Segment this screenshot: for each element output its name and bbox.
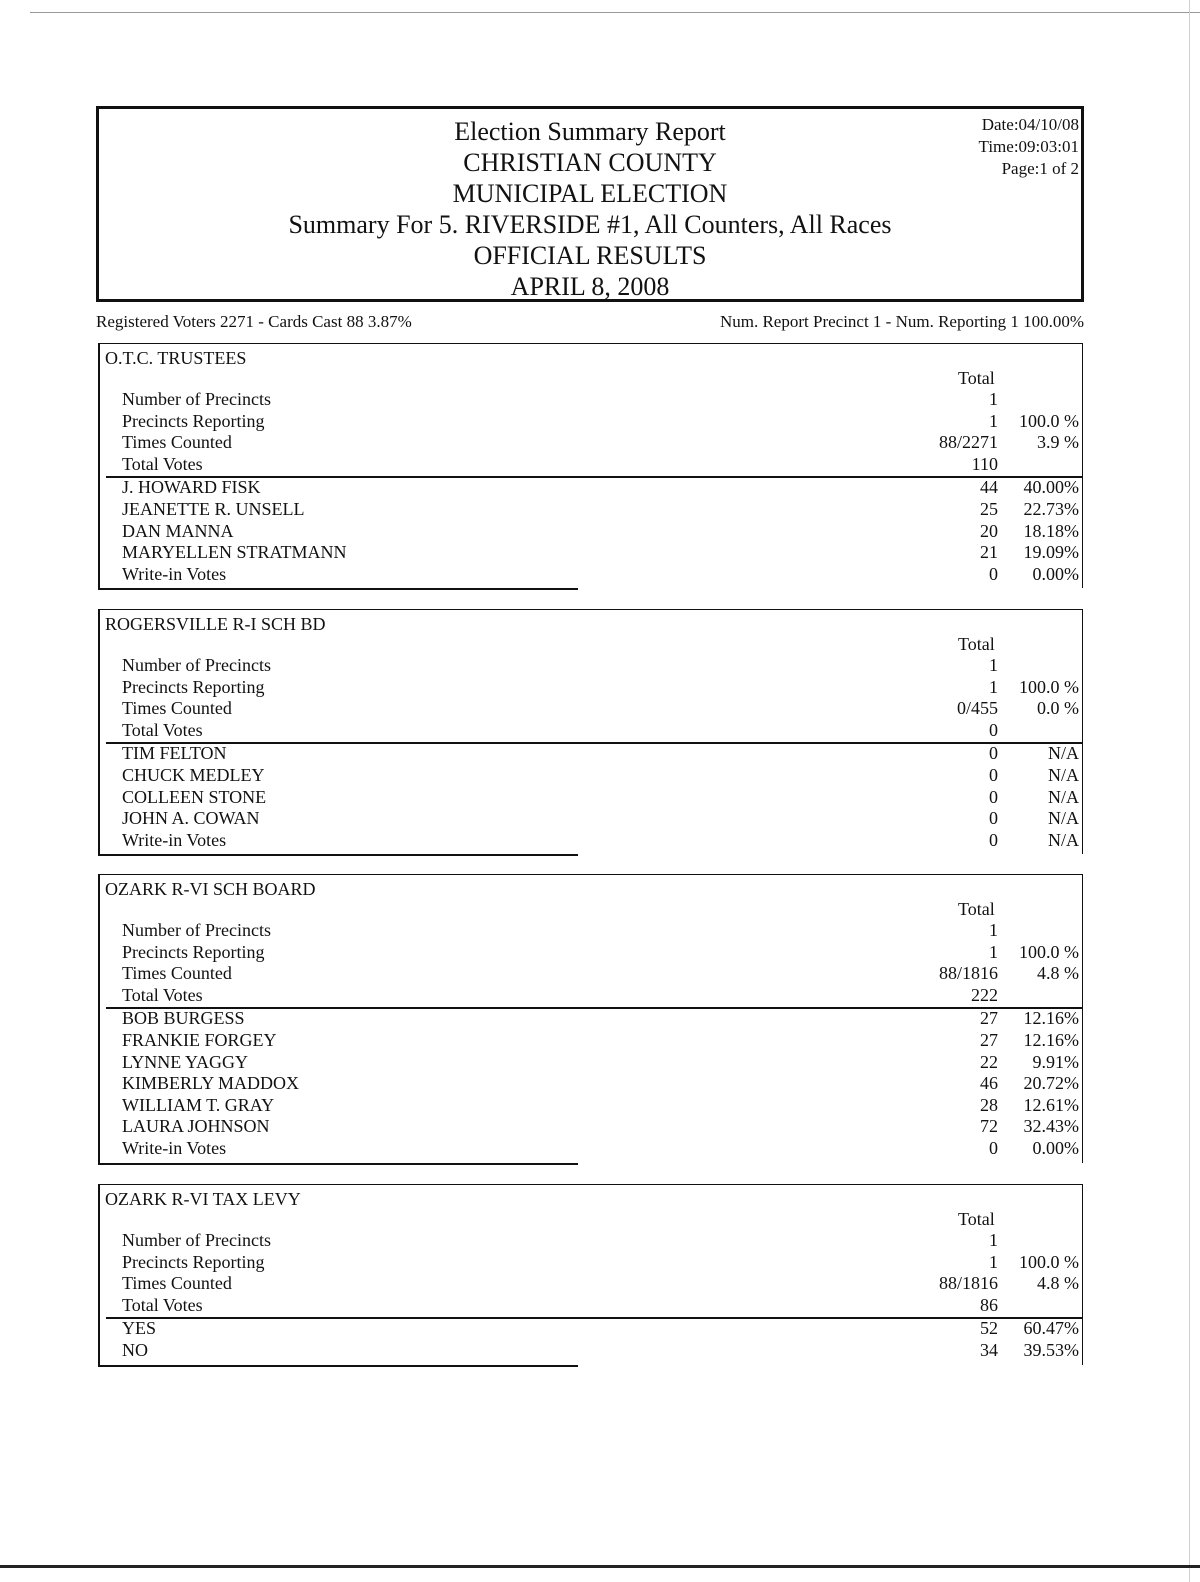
candidate-percent: N/A	[1048, 765, 1079, 785]
total-column-header: Total	[958, 899, 995, 919]
report-title-block	[99, 116, 1081, 302]
stat-row	[100, 655, 1082, 677]
stat-percent: 4.8 %	[1037, 1273, 1079, 1294]
stat-label: Times Counted	[122, 432, 232, 453]
candidate-percent: N/A	[1048, 743, 1079, 764]
total-column-header: Total	[958, 1209, 995, 1229]
scan-edge-top	[30, 12, 1200, 13]
election-name: MUNICIPAL ELECTION	[452, 179, 728, 208]
candidate-votes: 22	[980, 1051, 998, 1072]
candidate-name: CHUCK MEDLEY	[122, 765, 265, 785]
candidate-name: KIMBERLY MADDOX	[122, 1073, 300, 1094]
candidate-percent: 19.09%	[1023, 542, 1079, 563]
stat-row	[100, 920, 1082, 942]
stat-percent: 3.9 %	[1037, 432, 1079, 453]
candidate-percent: 39.53%	[1023, 1340, 1079, 1360]
stat-value: 1	[989, 941, 998, 962]
candidate-name: TIM FELTON	[122, 743, 227, 764]
summary-scope: Summary For 5. RIVERSIDE #1, All Counters, All Races	[288, 210, 892, 239]
stat-label: Number of Precincts	[122, 1230, 271, 1250]
candidate-row	[100, 1318, 1082, 1340]
stat-label: Times Counted	[122, 963, 232, 984]
candidate-percent: 12.61%	[1023, 1094, 1079, 1115]
candidate-row	[100, 1138, 1082, 1160]
candidate-row	[100, 765, 1082, 787]
stat-row	[100, 720, 1082, 742]
race-table	[98, 1184, 1083, 1365]
stat-label: Precincts Reporting	[122, 1251, 265, 1272]
candidate-name: J. HOWARD FISK	[122, 477, 261, 498]
stat-value: 1	[989, 389, 998, 409]
stat-value: 1	[989, 410, 998, 431]
candidate-row	[100, 1052, 1082, 1074]
candidate-votes: 0	[989, 563, 998, 584]
scan-edge-bottom	[0, 1565, 1200, 1568]
candidate-row	[100, 1008, 1082, 1030]
candidate-votes: 20	[980, 520, 998, 541]
stat-value: 86	[980, 1294, 998, 1315]
precinct-reporting-summary: Num. Report Precinct 1 - Num. Reporting 1 100.00%	[719, 312, 1084, 331]
stat-row	[100, 411, 1082, 433]
candidate-row	[100, 521, 1082, 543]
candidate-percent: 22.73%	[1023, 499, 1079, 519]
stat-row	[100, 389, 1082, 411]
candidate-name: BOB BURGESS	[122, 1008, 245, 1029]
race-table	[98, 609, 1083, 854]
candidate-percent: 18.18%	[1023, 520, 1079, 541]
report-meta	[979, 114, 1079, 180]
candidate-row	[100, 830, 1082, 852]
candidate-name: Write-in Votes	[122, 829, 227, 850]
candidate-percent: 20.72%	[1023, 1073, 1079, 1094]
report-date: Date:04/10/08	[981, 115, 1079, 134]
candidate-row	[100, 743, 1082, 765]
stat-percent: 0.0 %	[1037, 698, 1079, 719]
stat-row	[100, 963, 1082, 985]
candidate-votes: 44	[980, 477, 998, 498]
candidate-name: LYNNE YAGGY	[122, 1051, 249, 1072]
scan-edge-right	[1189, 0, 1190, 1582]
total-column-header: Total	[958, 634, 995, 654]
stat-label: Precincts Reporting	[122, 410, 265, 431]
stat-percent: 100.0 %	[1019, 1251, 1079, 1272]
county-name: CHRISTIAN COUNTY	[463, 148, 717, 177]
candidate-percent: 12.16%	[1023, 1030, 1079, 1050]
stat-value: 1	[989, 1230, 998, 1250]
stat-row	[100, 1252, 1082, 1274]
stat-label: Total Votes	[122, 453, 203, 474]
report-header	[96, 106, 1084, 302]
candidate-name: JOHN A. COWAN	[122, 808, 260, 829]
race-title: ROGERSVILLE R-I SCH BD	[105, 614, 326, 634]
page-number: Page:1 of 2	[1001, 159, 1079, 178]
candidate-votes: 46	[980, 1073, 998, 1094]
stat-label: Total Votes	[122, 719, 203, 740]
table-bottom-rule	[98, 1365, 578, 1367]
candidate-votes: 0	[989, 743, 998, 764]
candidate-row	[100, 499, 1082, 521]
candidate-percent: N/A	[1048, 808, 1079, 829]
candidate-row	[100, 787, 1082, 809]
stat-value: 1	[989, 1251, 998, 1272]
report-title: Election Summary Report	[454, 117, 726, 146]
candidate-votes: 72	[980, 1116, 998, 1137]
candidate-name: YES	[122, 1318, 157, 1339]
race-title: OZARK R-VI TAX LEVY	[105, 1189, 301, 1209]
candidate-percent: 40.00%	[1023, 477, 1079, 498]
election-date: APRIL 8, 2008	[510, 272, 670, 301]
candidate-name: COLLEEN STONE	[122, 786, 267, 807]
stat-label: Number of Precincts	[122, 920, 271, 940]
candidate-name: Write-in Votes	[122, 563, 227, 584]
stat-value: 88/1816	[938, 1273, 998, 1294]
report-time: Time:09:03:01	[978, 137, 1079, 156]
candidate-votes: 0	[989, 1138, 998, 1158]
candidate-percent: N/A	[1048, 786, 1079, 807]
stat-value: 88/1816	[938, 963, 998, 984]
stat-row	[100, 698, 1082, 720]
candidate-row	[100, 477, 1082, 499]
race-title: OZARK R-VI SCH BOARD	[105, 879, 316, 899]
candidate-votes: 27	[980, 1030, 998, 1050]
stat-row	[100, 985, 1082, 1007]
stat-label: Times Counted	[122, 698, 232, 719]
total-column-header: Total	[958, 368, 995, 388]
candidate-percent: 0.00%	[1032, 1138, 1079, 1158]
stat-row	[100, 677, 1082, 699]
stat-row	[100, 1295, 1082, 1317]
candidate-votes: 28	[980, 1094, 998, 1115]
stat-label: Precincts Reporting	[122, 676, 265, 697]
stat-percent: 100.0 %	[1019, 676, 1079, 697]
candidate-votes: 34	[980, 1340, 998, 1360]
stat-row	[100, 1230, 1082, 1252]
stat-percent: 100.0 %	[1019, 410, 1079, 431]
candidate-name: LAURA JOHNSON	[122, 1116, 270, 1137]
candidate-percent: 32.43%	[1023, 1116, 1079, 1137]
table-bottom-rule	[98, 1163, 578, 1165]
stat-value: 88/2271	[938, 432, 998, 453]
stat-value: 222	[971, 984, 998, 1005]
candidate-name: Write-in Votes	[122, 1138, 227, 1158]
candidate-percent: 60.47%	[1023, 1318, 1079, 1339]
candidate-row	[100, 1095, 1082, 1117]
stat-label: Number of Precincts	[122, 655, 271, 675]
candidate-name: WILLIAM T. GRAY	[122, 1094, 275, 1115]
stat-row	[100, 942, 1082, 964]
stat-value: 0/455	[956, 698, 998, 719]
stat-row	[100, 1273, 1082, 1295]
stat-label: Times Counted	[122, 1273, 232, 1294]
candidate-votes: 0	[989, 786, 998, 807]
candidate-votes: 0	[989, 829, 998, 850]
candidate-votes: 0	[989, 765, 998, 785]
stat-value: 0	[989, 719, 998, 740]
stat-label: Total Votes	[122, 1294, 203, 1315]
candidate-name: MARYELLEN STRATMANN	[122, 542, 347, 563]
candidate-name: NO	[122, 1340, 148, 1360]
candidate-votes: 21	[980, 542, 998, 563]
stat-value: 1	[989, 920, 998, 940]
candidate-row	[100, 808, 1082, 830]
candidate-votes: 52	[980, 1318, 998, 1339]
race-table	[98, 343, 1083, 588]
stat-value: 1	[989, 676, 998, 697]
candidate-name: JEANETTE R. UNSELL	[122, 499, 305, 519]
candidate-row	[100, 1340, 1082, 1362]
stat-label: Precincts Reporting	[122, 941, 265, 962]
candidate-row	[100, 542, 1082, 564]
results-status: OFFICIAL RESULTS	[473, 241, 707, 270]
race-title: O.T.C. TRUSTEES	[105, 348, 247, 368]
candidate-percent: 0.00%	[1032, 563, 1079, 584]
candidate-name: DAN MANNA	[122, 520, 234, 541]
candidate-votes: 0	[989, 808, 998, 829]
candidate-row	[100, 1116, 1082, 1138]
candidate-votes: 25	[980, 499, 998, 519]
race-table	[98, 874, 1083, 1163]
candidate-percent: 12.16%	[1023, 1008, 1079, 1029]
stat-row	[100, 454, 1082, 476]
candidate-row	[100, 1073, 1082, 1095]
candidate-votes: 27	[980, 1008, 998, 1029]
stat-row	[100, 432, 1082, 454]
stat-value: 110	[971, 453, 998, 474]
candidate-row	[100, 1030, 1082, 1052]
registered-voters-summary: Registered Voters 2271 - Cards Cast 88 3.87%	[96, 312, 412, 331]
table-bottom-rule	[98, 854, 578, 856]
candidate-name: FRANKIE FORGEY	[122, 1030, 277, 1050]
stat-label: Total Votes	[122, 984, 203, 1005]
candidate-row	[100, 564, 1082, 586]
stat-percent: 100.0 %	[1019, 941, 1079, 962]
stat-value: 1	[989, 655, 998, 675]
table-bottom-rule	[98, 588, 578, 590]
stat-percent: 4.8 %	[1037, 963, 1079, 984]
candidate-percent: 9.91%	[1032, 1051, 1079, 1072]
stat-label: Number of Precincts	[122, 389, 271, 409]
candidate-percent: N/A	[1048, 829, 1079, 850]
